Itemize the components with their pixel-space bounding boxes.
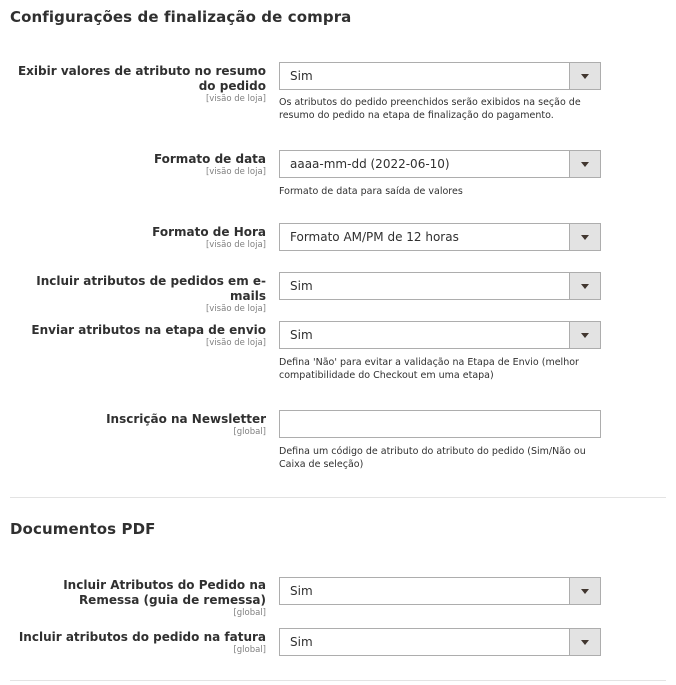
section-title-checkout: Configurações de finalização de compra: [10, 8, 352, 26]
label-text: Inscrição na Newsletter: [106, 412, 266, 426]
scope-label: [global]: [233, 645, 266, 655]
label-text: Formato de Hora: [152, 225, 266, 239]
chevron-down-icon: [581, 589, 589, 594]
newsletter-input[interactable]: [279, 410, 601, 438]
label-include-emails: [4, 274, 266, 314]
label-text: Incluir atributos de pedidos em e-mails: [36, 274, 266, 303]
dropdown-button[interactable]: [569, 322, 600, 348]
label-text: Formato de data: [153, 152, 266, 166]
select-value: Sim: [290, 69, 313, 83]
scope-label: [visão de loja]: [205, 304, 266, 314]
label-text: Incluir atributos do pedido na fatura: [18, 630, 266, 644]
scope-label: [visão de loja]: [205, 94, 266, 104]
note-send-shipping: Defina 'Não' para evitar a validação na Etapa de Envio (melhor compatibilidade do Checkout em uma etapa): [279, 357, 579, 381]
select-send-shipping[interactable]: [279, 321, 601, 349]
section-title-pdf: Documentos PDF: [10, 520, 156, 538]
section-divider: [10, 680, 666, 681]
select-value: Sim: [290, 584, 313, 598]
dropdown-button[interactable]: [569, 224, 600, 250]
select-shipment[interactable]: [279, 577, 601, 605]
select-value: Formato AM/PM de 12 horas: [290, 230, 459, 244]
label-invoice: [4, 630, 266, 655]
chevron-down-icon: [581, 162, 589, 167]
label-date-format: [4, 152, 266, 177]
dropdown-button[interactable]: [569, 629, 600, 655]
select-value: Sim: [290, 328, 313, 342]
chevron-down-icon: [581, 333, 589, 338]
select-date-format[interactable]: [279, 150, 601, 178]
note-show-attrs: Os atributos do pedido preenchidos serão exibidos na seção de resumo do pedido na etapa de finalização do pagamento.: [279, 97, 581, 121]
label-newsletter: [4, 412, 266, 437]
note-date-format: Formato de data para saída de valores: [279, 186, 463, 197]
scope-label: [global]: [233, 427, 266, 437]
select-value: Sim: [290, 279, 313, 293]
select-invoice[interactable]: [279, 628, 601, 656]
select-value: Sim: [290, 635, 313, 649]
dropdown-button[interactable]: [569, 63, 600, 89]
label-text: Incluir Atributos do Pedido na Remessa (guia de remessa): [63, 578, 266, 607]
label-time-format: [4, 225, 266, 250]
label-shipment: [4, 578, 266, 618]
chevron-down-icon: [581, 74, 589, 79]
label-text: Exibir valores de atributo no resumo do pedido: [17, 64, 266, 93]
label-show-attrs: [4, 64, 266, 104]
dropdown-button[interactable]: [569, 151, 600, 177]
dropdown-button[interactable]: [569, 273, 600, 299]
chevron-down-icon: [581, 235, 589, 240]
dropdown-button[interactable]: [569, 578, 600, 604]
scope-label: [visão de loja]: [205, 167, 266, 177]
scope-label: [visão de loja]: [205, 240, 266, 250]
chevron-down-icon: [581, 640, 589, 645]
scope-label: [visão de loja]: [205, 338, 266, 348]
select-value: aaaa-mm-dd (2022-06-10): [290, 157, 450, 171]
label-send-shipping: [4, 323, 266, 348]
note-newsletter: Defina um código de atributo do atributo do pedido (Sim/Não ou Caixa de seleção): [279, 446, 586, 470]
select-include-emails[interactable]: [279, 272, 601, 300]
chevron-down-icon: [581, 284, 589, 289]
select-time-format[interactable]: [279, 223, 601, 251]
select-show-attrs[interactable]: [279, 62, 601, 90]
label-text: Enviar atributos na etapa de envio: [31, 323, 266, 337]
section-divider: [10, 497, 666, 498]
scope-label: [global]: [233, 608, 266, 618]
